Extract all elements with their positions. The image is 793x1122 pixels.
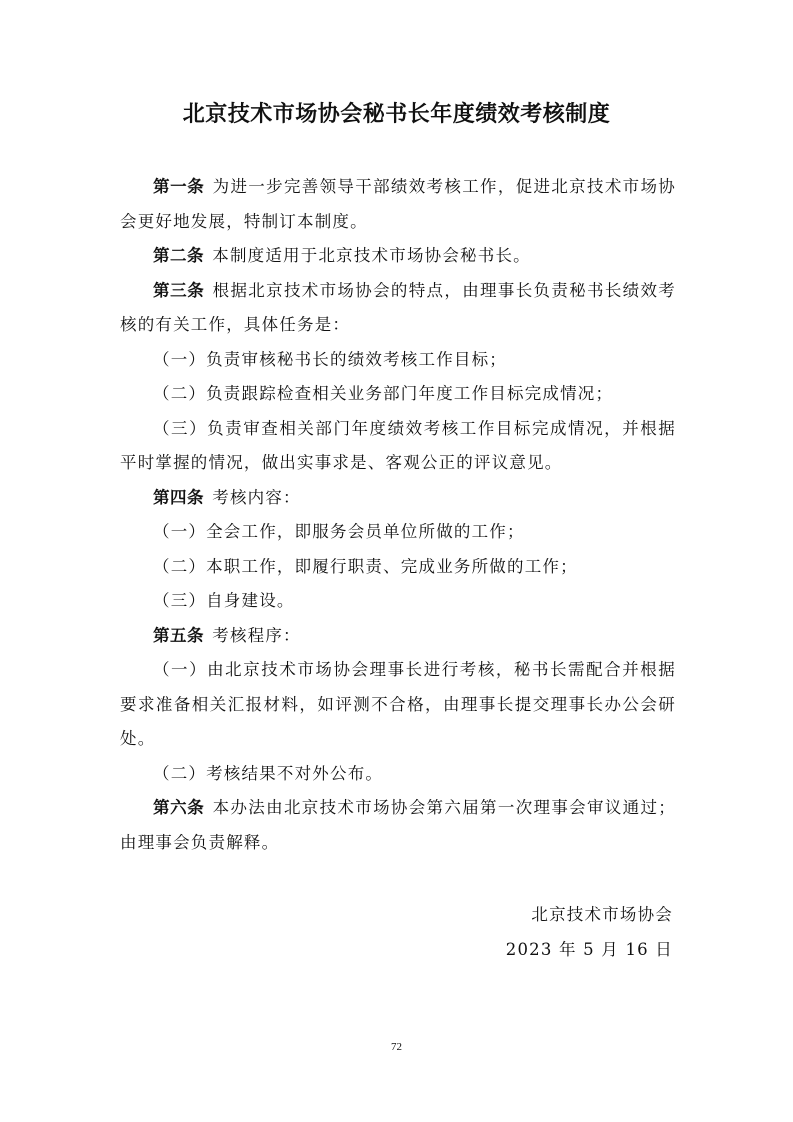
- paragraph-text: 考核内容：: [212, 487, 301, 507]
- paragraph-14: [120, 791, 676, 860]
- paragraph-text: 本制度适用于北京技术市场协会秘书长。: [212, 246, 531, 265]
- paragraph-text: （三）负责审查相关部门年度绩效考核工作目标完成情况，并根据平时掌握的情况，做出实事求是、客观公正的评议意见。: [120, 418, 676, 472]
- article-label: 第三条: [153, 280, 205, 300]
- paragraph-12: [120, 653, 676, 757]
- paragraph-text: （三）自身建设。: [153, 591, 295, 610]
- paragraph-text: 根据北京技术市场协会的特点，由理事长负责秘书长绩效考核的有关工作，具体任务是：: [120, 280, 677, 334]
- signature-organization: 北京技术市场协会: [531, 905, 673, 924]
- paragraph-text: 为进一步完善领导干部绩效考核工作，促进北京技术市场协会更好地发展，特制订本制度。: [120, 177, 677, 231]
- paragraph-9: [120, 550, 676, 585]
- paragraph-text: （一）全会工作，即服务会员单位所做的工作；: [153, 522, 525, 541]
- paragraph-1: [120, 170, 676, 239]
- paragraph-10: [120, 584, 676, 619]
- document-body: [120, 170, 676, 860]
- paragraph-5: [120, 377, 676, 412]
- paragraph-2: [120, 239, 676, 274]
- paragraph-11: [120, 619, 676, 654]
- paragraph-8: [120, 515, 676, 550]
- paragraph-4: [120, 343, 676, 378]
- paragraph-text: 本办法由北京技术市场协会第六届第一次理事会审议通过；由理事会负责解释。: [120, 798, 677, 852]
- paragraph-text: （一）由北京技术市场协会理事长进行考核，秘书长需配合并根据要求准备相关汇报材料，如评测不合格，由理事长提交理事长办公会研处。: [120, 660, 676, 748]
- article-label: 第一条: [153, 177, 205, 196]
- article-label: 第六条: [153, 798, 205, 817]
- paragraph-text: （一）负责审核秘书长的绩效考核工作目标；: [153, 349, 507, 369]
- signature-block: [506, 898, 673, 967]
- page-number: 72: [391, 1041, 402, 1053]
- signature-date: 2023 年 5 月 16 日: [505, 939, 673, 959]
- paragraph-3: [120, 274, 676, 343]
- article-label: 第四条: [153, 487, 204, 507]
- paragraph-6: [120, 412, 676, 481]
- article-label: 第五条: [153, 625, 204, 645]
- paragraph-text: （二）负责跟踪检查相关业务部门年度工作目标完成情况；: [153, 384, 614, 403]
- paragraph-text: 考核程序：: [212, 625, 301, 645]
- paragraph-text: （二）考核结果不对外公布。: [153, 763, 384, 783]
- paragraph-7: [120, 481, 676, 516]
- paragraph-13: [120, 757, 676, 792]
- paragraph-text: （二）本职工作，即履行职责、完成业务所做的工作；: [153, 556, 578, 576]
- article-label: 第二条: [153, 246, 204, 265]
- document-title: 北京技术市场协会秘书长年度绩效考核制度: [182, 102, 611, 127]
